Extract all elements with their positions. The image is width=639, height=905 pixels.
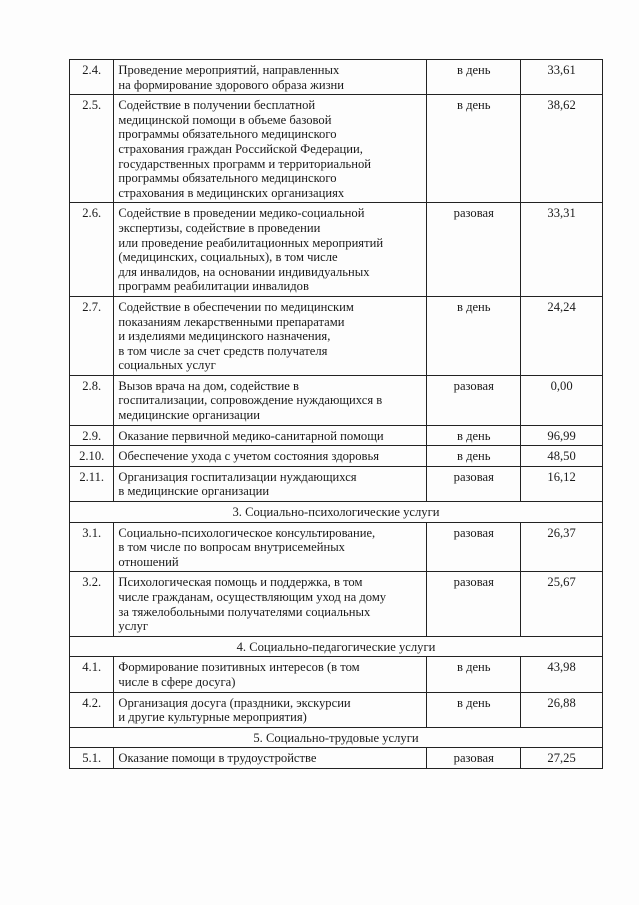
table-row bbox=[70, 692, 603, 727]
service-price: 38,62 bbox=[521, 95, 603, 203]
table-row bbox=[70, 446, 603, 467]
service-frequency: разовая bbox=[427, 522, 521, 572]
service-name bbox=[114, 203, 427, 297]
service-name bbox=[114, 466, 427, 501]
service-name-line: Организация досуга (праздники, экскурсии bbox=[118, 695, 351, 710]
service-name-line: (медицинских, социальных), в том числе bbox=[118, 250, 338, 265]
service-frequency: в день bbox=[427, 446, 521, 467]
service-name-line: в том числе по вопросам внутрисемейных bbox=[118, 540, 345, 555]
service-name-line: Оказание первичной медико-санитарной помощи bbox=[118, 428, 384, 443]
service-name bbox=[114, 296, 427, 375]
service-number: 2.7. bbox=[70, 296, 114, 375]
service-name-line: Проведение мероприятий, направленных bbox=[118, 63, 340, 77]
service-number: 2.5. bbox=[70, 95, 114, 203]
section-header-row bbox=[70, 502, 603, 523]
table-row bbox=[70, 466, 603, 501]
table-row bbox=[70, 657, 603, 692]
section-title: 5. Социально-трудовые услуги bbox=[70, 727, 603, 748]
section-header-row bbox=[70, 727, 603, 748]
service-name-line: медицинской помощи в объеме базовой bbox=[118, 112, 332, 127]
service-name bbox=[114, 60, 427, 95]
service-number: 3.1. bbox=[70, 522, 114, 572]
service-name-line: Содействие в получении бесплатной bbox=[118, 98, 316, 113]
service-number: 5.1. bbox=[70, 748, 114, 769]
service-name bbox=[114, 692, 427, 727]
service-number: 2.8. bbox=[70, 375, 114, 425]
service-name-line: и изделиями медицинского назначения, bbox=[118, 329, 331, 344]
service-price: 43,98 bbox=[521, 657, 603, 692]
table-row bbox=[70, 425, 603, 446]
service-name-line: отношений bbox=[118, 554, 179, 569]
service-name-line: или проведение реабилитационных мероприятий bbox=[118, 235, 384, 250]
service-name-line: Организация госпитализации нуждающихся bbox=[118, 469, 357, 484]
service-frequency: разовая bbox=[427, 375, 521, 425]
service-frequency: в день bbox=[427, 657, 521, 692]
service-name bbox=[114, 425, 427, 446]
service-price: 24,24 bbox=[521, 296, 603, 375]
service-price: 27,25 bbox=[521, 748, 603, 769]
service-name-line: для инвалидов, на основании индивидуальных bbox=[118, 264, 370, 279]
service-price: 26,37 bbox=[521, 522, 603, 572]
service-frequency: в день bbox=[427, 296, 521, 375]
service-name-line: Формирование позитивных интересов (в том bbox=[118, 660, 360, 675]
services-table-body bbox=[70, 60, 603, 769]
service-name-line: страхования в медицинских организациях bbox=[118, 185, 345, 200]
service-frequency: в день bbox=[427, 95, 521, 203]
service-name bbox=[114, 657, 427, 692]
service-price: 26,88 bbox=[521, 692, 603, 727]
service-price: 33,61 bbox=[521, 60, 603, 95]
service-name-line: Вызов врача на дом, содействие в bbox=[118, 378, 299, 393]
service-name-line: госпитализации, сопровождение нуждающихся в bbox=[118, 393, 383, 408]
table-row bbox=[70, 572, 603, 636]
service-name bbox=[114, 572, 427, 636]
service-price: 16,12 bbox=[521, 466, 603, 501]
service-frequency: разовая bbox=[427, 203, 521, 297]
services-table bbox=[69, 59, 603, 769]
service-number: 4.2. bbox=[70, 692, 114, 727]
service-frequency: в день bbox=[427, 60, 521, 95]
service-price: 0,00 bbox=[521, 375, 603, 425]
service-name-line: экспертизы, содействие в проведении bbox=[118, 220, 321, 235]
service-name bbox=[114, 375, 427, 425]
service-name-line: программы обязательного медицинского bbox=[118, 127, 337, 142]
service-name-line: числе гражданам, осуществляющим уход на дому bbox=[118, 590, 387, 604]
table-row bbox=[70, 375, 603, 425]
service-name-line: Социально-психологическое консультирование, bbox=[118, 525, 376, 540]
service-name-line: медицинские организации bbox=[118, 408, 260, 423]
service-name-line: Психологическая помощь и поддержка, в том bbox=[118, 575, 363, 590]
service-name-line: Содействие в проведении медико-социальной bbox=[118, 206, 365, 221]
service-name-line: и другие культурные мероприятия) bbox=[118, 710, 307, 725]
service-name-line: показаниям лекарственными препаратами bbox=[118, 314, 345, 329]
service-number: 2.9. bbox=[70, 425, 114, 446]
service-frequency: в день bbox=[427, 425, 521, 446]
service-frequency: в день bbox=[427, 692, 521, 727]
table-row bbox=[70, 522, 603, 572]
service-frequency: разовая bbox=[427, 466, 521, 501]
service-price: 25,67 bbox=[521, 572, 603, 636]
service-number: 2.4. bbox=[70, 60, 114, 95]
service-name-line: на формирование здорового образа жизни bbox=[118, 77, 345, 92]
service-price: 48,50 bbox=[521, 446, 603, 467]
service-name-line: Обеспечение ухода с учетом состояния здоровья bbox=[118, 449, 379, 464]
service-number: 2.11. bbox=[70, 466, 114, 501]
service-price: 96,99 bbox=[521, 425, 603, 446]
service-frequency: разовая bbox=[427, 572, 521, 636]
service-name bbox=[114, 522, 427, 572]
service-name bbox=[114, 748, 427, 769]
table-row bbox=[70, 203, 603, 297]
table-row bbox=[70, 60, 603, 95]
service-name-line: социальных услуг bbox=[118, 358, 216, 373]
service-number: 2.6. bbox=[70, 203, 114, 297]
service-name-line: программы обязательного медицинского bbox=[118, 171, 337, 186]
service-name bbox=[114, 446, 427, 467]
service-number: 2.10. bbox=[70, 446, 114, 467]
service-name-line: в медицинские организации bbox=[118, 484, 270, 499]
section-title: 4. Социально-педагогические услуги bbox=[70, 636, 603, 657]
service-name-line: страхования граждан Российской Федерации, bbox=[118, 141, 363, 156]
service-name-line: услуг bbox=[118, 619, 149, 634]
table-row bbox=[70, 296, 603, 375]
service-number: 3.2. bbox=[70, 572, 114, 636]
service-name-line: Оказание помощи в трудоустройстве bbox=[118, 751, 317, 766]
service-name-line: программ реабилитации инвалидов bbox=[118, 279, 309, 294]
service-number: 4.1. bbox=[70, 657, 114, 692]
section-header-row bbox=[70, 636, 603, 657]
service-name-line: Содействие в обеспечении по медицинским bbox=[118, 299, 354, 314]
service-name-line: числе в сфере досуга) bbox=[118, 674, 236, 689]
service-name-line: в том числе за счет средств получателя bbox=[118, 343, 328, 358]
section-title: 3. Социально-психологические услуги bbox=[70, 502, 603, 523]
service-price: 33,31 bbox=[521, 203, 603, 297]
table-row bbox=[70, 95, 603, 203]
service-name-line: за тяжелобольными получателями социальных bbox=[118, 604, 371, 619]
service-name-line: государственных программ и территориальной bbox=[118, 156, 371, 171]
table-row bbox=[70, 748, 603, 769]
service-frequency: разовая bbox=[427, 748, 521, 769]
service-name bbox=[114, 95, 427, 203]
